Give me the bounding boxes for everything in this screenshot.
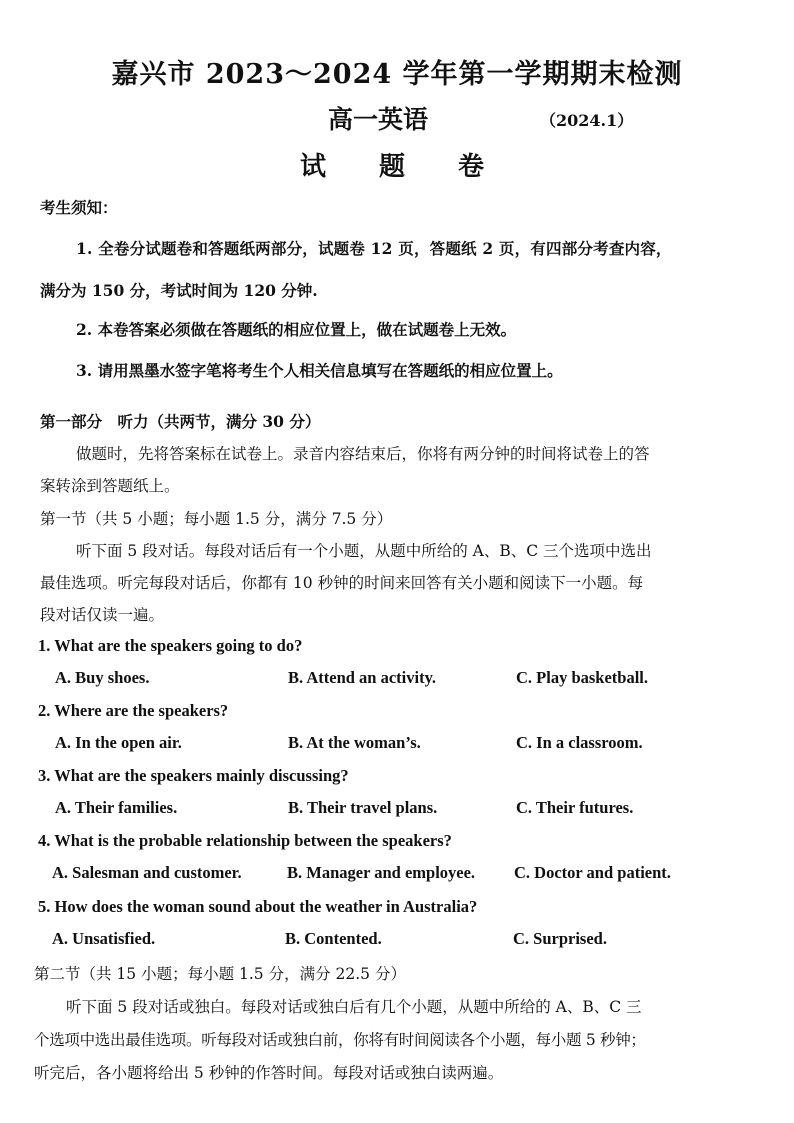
part1-heading: 第一部分 听力（共两节，满分 30 分） xyxy=(40,412,321,431)
question-stem: 5. How does the woman sound about the weather in Australia? xyxy=(38,897,478,916)
notice-item-1: 1. 全卷分试题卷和答题纸两部分，试题卷 12 页，答题纸 2 页，有四部分考查内容， xyxy=(76,239,672,258)
section2-heading: 第二节（共 15 小题；每小题 1.5 分，满分 22.5 分） xyxy=(34,965,406,983)
section2-intro-1: 听下面 5 段对话或独白。每段对话或独白后有几个小题，从题中所给的 A、B、C 三 xyxy=(66,998,642,1016)
option-b: B. Manager and employee. xyxy=(287,863,476,882)
option-c: C. Their futures. xyxy=(516,798,634,817)
option-c: C. Surprised. xyxy=(513,929,607,948)
section1-heading: 第一节（共 5 小题；每小题 1.5 分，满分 7.5 分） xyxy=(40,510,393,528)
option-a: A. Their families. xyxy=(55,798,178,817)
option-c: C. Doctor and patient. xyxy=(514,863,671,882)
question-stem: 4. What is the probable relationship between the speakers? xyxy=(38,831,452,850)
section1-intro-1: 听下面 5 段对话。每段对话后有一个小题，从题中所给的 A、B、C 三个选项中选出 xyxy=(76,542,652,560)
notice-item-3: 3. 请用黑墨水签字笔将考生个人相关信息填写在答题纸的相应位置上。 xyxy=(76,361,563,380)
section2-intro-3: 听完后，各小题将给出 5 秒钟的作答时间。每段对话或独白读两遍。 xyxy=(34,1064,504,1082)
paper-name: 试 题 卷 xyxy=(299,152,507,182)
section2-intro-2: 个选项中选出最佳选项。听每段对话或独白前，你将有时间阅读各个小题，每小题 5 秒钟； xyxy=(34,1031,646,1049)
question-stem: 2. Where are the speakers? xyxy=(38,701,229,720)
notice-item-2: 2. 本卷答案必须做在答题纸的相应位置上，做在试题卷上无效。 xyxy=(76,320,517,339)
part1-intro-2: 案转涂到答题纸上。 xyxy=(40,477,180,495)
option-b: B. Their travel plans. xyxy=(288,798,438,817)
notice-item-1-cont: 满分为 150 分，考试时间为 120 分钟. xyxy=(40,281,318,300)
option-a: A. In the open air. xyxy=(55,733,182,752)
option-a: A. Salesman and customer. xyxy=(52,863,242,882)
exam-title: 嘉兴市 2023～2024 学年第一学期期末检测 xyxy=(111,59,683,90)
option-a: A. Unsatisfied. xyxy=(52,929,156,948)
section1-intro-2: 最佳选项。听完每段对话后，你都有 10 秒钟的时间来回答有关小题和阅读下一小题。每 xyxy=(40,574,644,592)
option-c: C. Play basketball. xyxy=(516,668,649,687)
part1-intro-1: 做题时，先将答案标在试卷上。录音内容结束后，你将有两分钟的时间将试卷上的答 xyxy=(76,445,650,463)
option-c: C. In a classroom. xyxy=(516,733,643,752)
option-b: B. Attend an activity. xyxy=(288,668,437,687)
option-a: A. Buy shoes. xyxy=(55,668,150,687)
question-stem: 3. What are the speakers mainly discussing? xyxy=(38,766,349,785)
notice-heading: 考生须知： xyxy=(40,198,118,217)
exam-date: （2024.1） xyxy=(540,111,634,130)
option-b: B. At the woman’s. xyxy=(288,733,421,752)
option-b: B. Contented. xyxy=(285,929,382,948)
section1-intro-3: 段对话仅读一遍。 xyxy=(40,606,165,624)
question-stem: 1. What are the speakers going to do? xyxy=(38,636,303,655)
subject-title: 高一英语 xyxy=(328,105,429,134)
